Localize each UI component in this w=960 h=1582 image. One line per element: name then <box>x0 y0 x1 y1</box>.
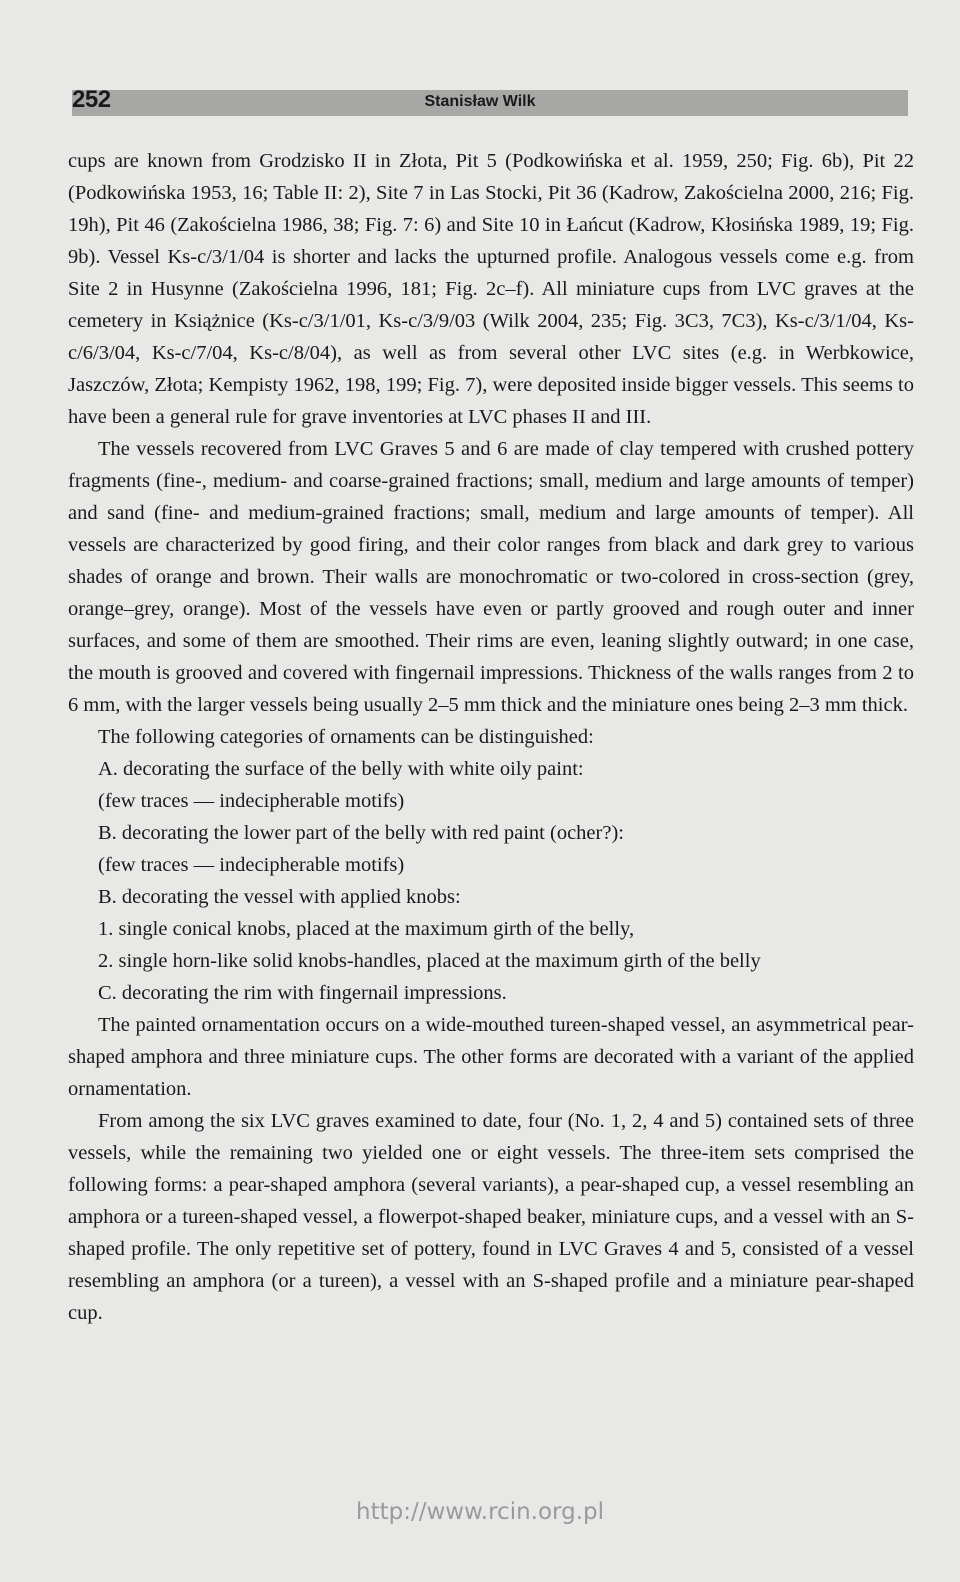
paragraph-continued: cups are known from Grodzisko II in Złota, Pit 5 (Podkowińska et al. 1959, 250; Fig. 6b), Pit 22 (Podkowińska 1953, 16; Table II: 2), Site 7 in Las Stocki, Pit 36 (Kadrow, Zakościelna 2000, 216; Fig. 19h), Pit 46 (Zakościelna 1986, 38; Fig. 7: 6) and Site 10 in Łańcut (Kadrow, Kłosińska 1989, 19; Fig. 9b). Vessel Ks-c/3/1/04 is shorter and lacks the upturned profile. Analogous vessels come e.g. from Site 2 in Husynne (Zakościelna 1996, 181; Fig. 2c–f). All miniature cups from LVC graves at the cemetery in Książnice (Ks-c/3/1/01, Ks-c/3/9/03 (Wilk 2004, 235; Fig. 3C3, 7C3), Ks-c/3/1/04, Ks-c/6/3/04, Ks-c/7/04, Ks-c/8/04), as well as from several other LVC sites (e.g. in Werbkowice, Jaszczów, Złota; Kempisty 1962, 198, 199; Fig. 7), were deposited inside bigger vessels. This seems to have been a general rule for grave inventories at LVC phases II and III. <box>68 150 914 428</box>
footer-watermark-url: http://www.rcin.org.pl <box>356 1499 604 1525</box>
running-head-author: Stanisław Wilk <box>424 93 536 110</box>
paragraph-ornament-intro: The following categories of ornaments can be distinguished: <box>98 726 594 748</box>
list-item: (few traces — indecipherable motifs) <box>98 854 405 876</box>
paragraph-grave-sets: From among the six LVC graves examined to date, four (No. 1, 2, 4 and 5) contained sets of three vessels, while the remaining two yielded one or eight vessels. The three-item sets comprised the following forms: a pear-shaped amphora (several variants), a pear-shaped cup, a vessel resembling an amphora or a tureen-shaped vessel, a flowerpot-shaped beaker, miniature cups, and a vessel with an S-shaped profile. The only repetitive set of pottery, found in LVC Graves 4 and 5, consisted of a vessel resembling an amphora (or a tureen), a vessel with an S-shaped profile and a miniature pear-shaped cup. <box>68 1110 914 1324</box>
list-item: C. decorating the rim with fingernail impressions. <box>98 982 507 1004</box>
list-item: B. decorating the lower part of the belly with red paint (ocher?): <box>98 822 624 844</box>
list-item: 1. single conical knobs, placed at the maximum girth of the belly, <box>98 918 635 940</box>
paragraph-vessel-fabric: The vessels recovered from LVC Graves 5 and 6 are made of clay tempered with crushed pottery fragments (fine-, medium- and coarse-grained fractions; small, medium and large amounts of temper) and sand (fine- and medium-grained fractions; small, medium and large amounts of temper). All vessels are characterized by good firing, and their color ranges from black and dark grey to various shades of orange and brown. Their walls are monochromatic or two-colored in cross-section (grey, orange–grey, orange). Most of the vessels have even or partly grooved and rough outer and inner surfaces, and some of them are smoothed. Their rims are even, leaning slightly outward; in one case, the mouth is grooved and covered with fingernail impressions. Thickness of the walls ranges from 2 to 6 mm, with the larger vessels being usually 2–5 mm thick and the miniature ones being 2–3 mm thick. <box>68 438 914 716</box>
body-text <box>68 145 914 1329</box>
paragraph-painted-ornament: The painted ornamentation occurs on a wide-mouthed tureen-shaped vessel, an asymmetrical pear-shaped amphora and three miniature cups. The other forms are decorated with a variant of the applied ornamentation. <box>68 1014 914 1100</box>
page-number: 252 <box>72 86 111 113</box>
list-item: (few traces — indecipherable motifs) <box>98 790 405 812</box>
list-item: A. decorating the surface of the belly with white oily paint: <box>98 758 584 780</box>
list-item: B. decorating the vessel with applied knobs: <box>98 886 461 908</box>
list-item: 2. single horn-like solid knobs-handles, placed at the maximum girth of the belly <box>98 950 761 972</box>
